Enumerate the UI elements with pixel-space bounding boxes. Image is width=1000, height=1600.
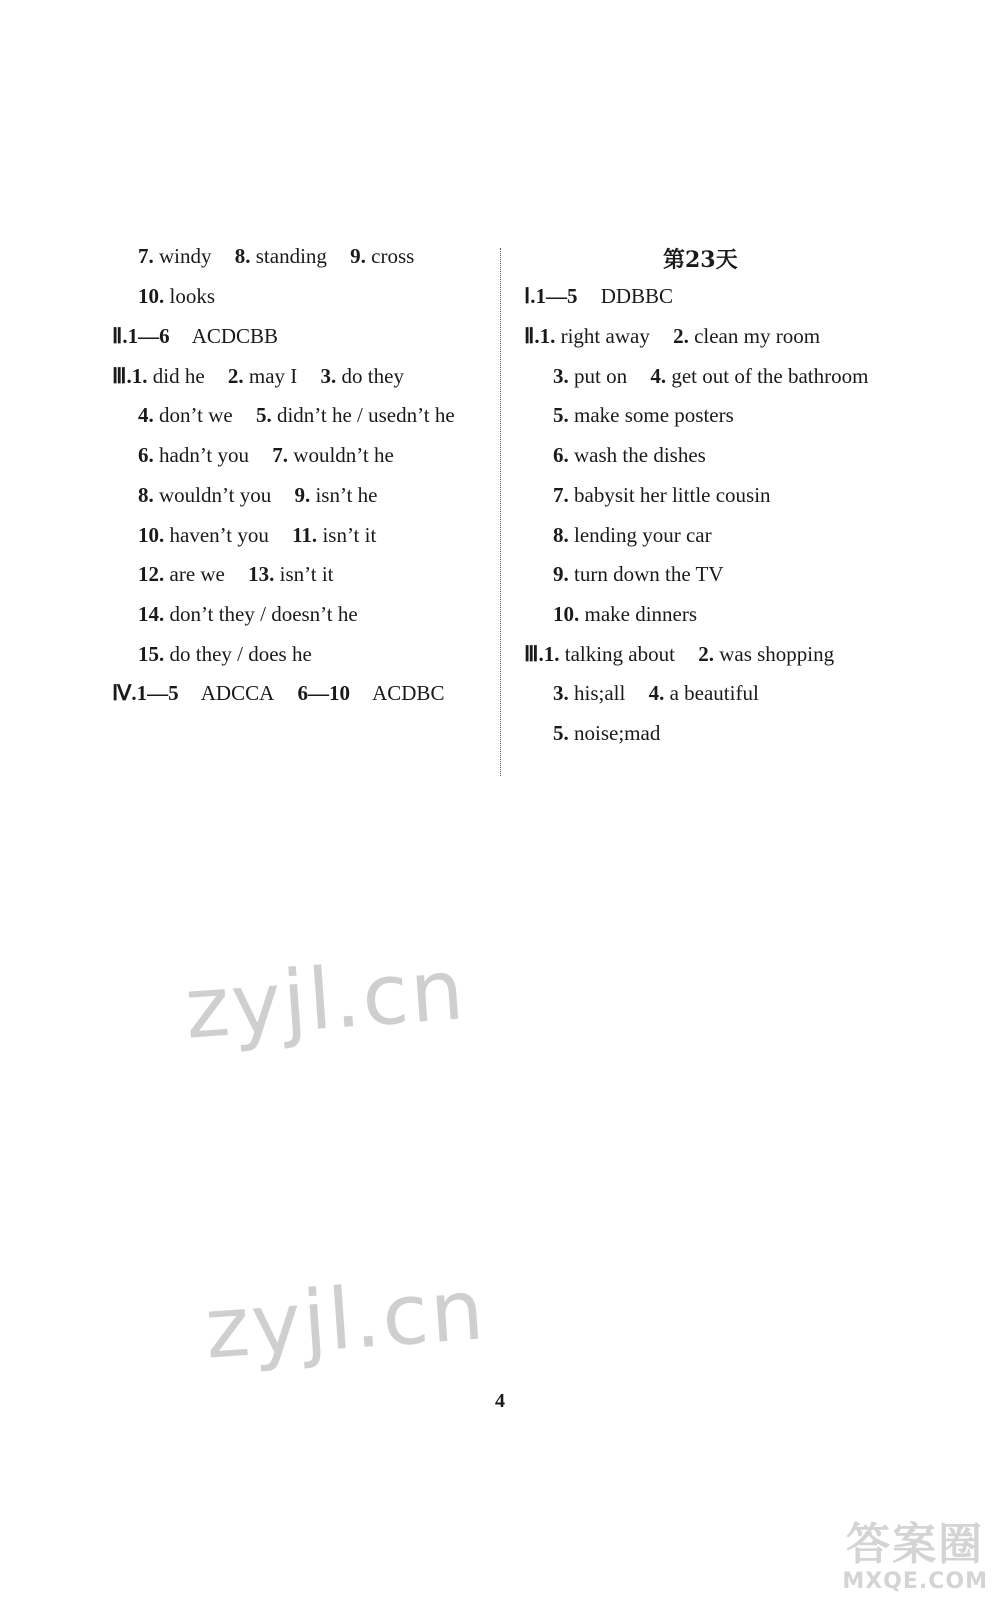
answer-text: ACDCBB: [191, 324, 279, 348]
column-divider: [500, 248, 501, 776]
answer-line: [553, 562, 724, 586]
section-line: [112, 324, 278, 348]
section-label: Ⅲ.: [524, 642, 544, 666]
answer-line: [553, 403, 734, 427]
answer-text: haven’t you: [169, 523, 269, 547]
answer-text: windy: [159, 244, 212, 268]
answer-text: babysit her little cousin: [574, 483, 771, 507]
item-number: 10.: [138, 523, 165, 547]
section-label: Ⅳ.: [112, 681, 137, 705]
item-range: 1—6: [127, 324, 170, 348]
section-label: Ⅲ.: [112, 364, 132, 388]
item-number: 11.: [292, 523, 318, 547]
answer-text: may I: [248, 364, 298, 388]
answer-line: [138, 602, 358, 626]
answer-line: [138, 244, 414, 268]
watermark-text: zyjl.cn: [181, 940, 469, 1058]
item-number: 9.: [294, 483, 311, 507]
item-number: 7.: [553, 483, 569, 507]
answer-line: [138, 443, 394, 467]
answer-text: wouldn’t he: [293, 443, 394, 467]
item-number: 8.: [138, 483, 154, 507]
section-label: Ⅰ.: [524, 284, 536, 308]
item-number: 3.: [553, 364, 569, 388]
answer-line: [553, 721, 660, 745]
answer-text: cross: [371, 244, 415, 268]
item-range: 1—5: [535, 284, 578, 308]
item-number: 14.: [138, 602, 165, 626]
item-number: 7.: [272, 443, 289, 467]
item-range: 6—10: [297, 681, 350, 705]
section-line: [524, 284, 673, 308]
answer-text: a beautiful: [669, 681, 759, 705]
item-number: 5.: [255, 403, 272, 427]
answer-text: clean my room: [694, 324, 821, 348]
item-number: 8.: [553, 523, 569, 547]
item-number: 10.: [553, 602, 580, 626]
item-number: 4.: [138, 403, 154, 427]
logo-domain: MXQE.COM: [842, 1569, 988, 1594]
answer-text: noise;mad: [574, 721, 661, 745]
answer-text: DDBBC: [600, 284, 674, 308]
answer-text: hadn’t you: [159, 443, 250, 467]
answer-text: wouldn’t you: [159, 483, 272, 507]
section-line: [524, 324, 820, 348]
page-number: 4: [495, 1390, 505, 1412]
item-number: 3.: [320, 364, 337, 388]
answer-line: [553, 483, 771, 507]
item-number: 6.: [138, 443, 154, 467]
answer-text: are we: [169, 562, 225, 586]
answer-text: did he: [152, 364, 205, 388]
item-number: 7.: [138, 244, 154, 268]
answer-line: [553, 364, 868, 388]
answer-line: [553, 602, 697, 626]
answer-text: looks: [169, 284, 216, 308]
item-number: 10.: [138, 284, 165, 308]
answer-line: [138, 562, 334, 586]
answer-text: get out of the bathroom: [671, 364, 869, 388]
answer-text: make some posters: [574, 403, 734, 427]
item-number: 1.: [131, 364, 148, 388]
site-logo: [842, 1521, 988, 1594]
watermark-text: zyjl.cn: [201, 1260, 489, 1378]
item-number: 9.: [350, 244, 366, 268]
answer-text: his;all: [574, 681, 626, 705]
answer-line: [138, 403, 455, 427]
answer-line: [138, 523, 376, 547]
section-line: [112, 364, 404, 388]
item-number: 5.: [553, 403, 569, 427]
answer-text: ADCCA: [200, 681, 275, 705]
item-number: 9.: [553, 562, 569, 586]
item-number: 15.: [138, 642, 165, 666]
logo-title: 答案圈: [846, 1519, 985, 1570]
answer-text: do they / does he: [169, 642, 312, 666]
item-number: 2.: [698, 642, 714, 666]
day-heading: 第23天: [663, 247, 738, 273]
item-number: 1.: [543, 642, 560, 666]
answer-line: [138, 284, 215, 308]
item-number: 2.: [673, 324, 689, 348]
answer-text: put on: [574, 364, 628, 388]
section-label: Ⅱ.: [524, 324, 540, 348]
item-number: 12.: [138, 562, 165, 586]
answer-text: isn’t it: [279, 562, 334, 586]
item-number: 4.: [648, 681, 665, 705]
answer-text: wash the dishes: [574, 443, 706, 467]
item-number: 1.: [539, 324, 556, 348]
item-number: 5.: [553, 721, 569, 745]
answer-text: isn’t he: [315, 483, 378, 507]
section-line: [112, 681, 444, 705]
answer-text: lending your car: [574, 523, 712, 547]
item-number: 6.: [553, 443, 569, 467]
section-line: [524, 642, 834, 666]
item-number: 4.: [650, 364, 667, 388]
section-label: Ⅱ.: [112, 324, 128, 348]
answer-line: [138, 483, 377, 507]
item-number: 3.: [553, 681, 569, 705]
answer-text: don’t they / doesn’t he: [169, 602, 358, 626]
answer-text: talking about: [564, 642, 675, 666]
answer-text: right away: [560, 324, 650, 348]
answer-text: ACDBC: [372, 681, 445, 705]
answer-line: [553, 523, 712, 547]
answer-text: standing: [255, 244, 327, 268]
item-number: 13.: [248, 562, 275, 586]
answer-text: was shopping: [719, 642, 835, 666]
item-range: 1—5: [136, 681, 179, 705]
answer-text: isn’t it: [322, 523, 377, 547]
answer-line: [553, 443, 706, 467]
answer-text: turn down the TV: [574, 562, 724, 586]
answer-line: [138, 642, 312, 666]
answer-text: didn’t he / usedn’t he: [276, 403, 455, 427]
item-number: 8.: [234, 244, 251, 268]
answer-text: do they: [341, 364, 404, 388]
item-number: 2.: [227, 364, 244, 388]
answer-text: make dinners: [584, 602, 698, 626]
answer-text: don’t we: [159, 403, 233, 427]
answer-line: [553, 681, 759, 705]
